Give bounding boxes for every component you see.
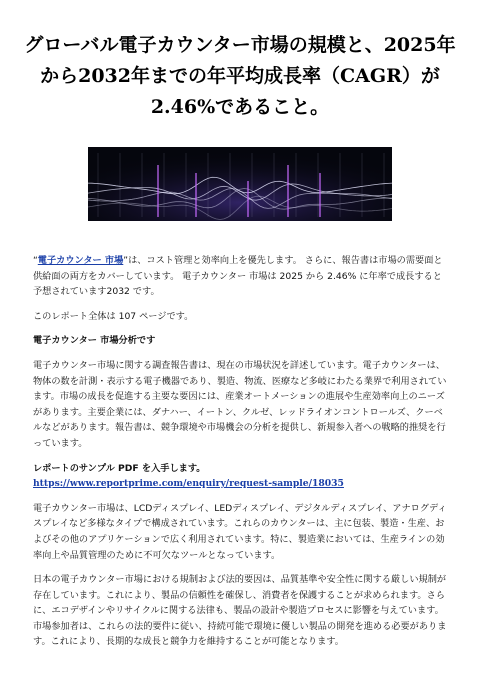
intro-paragraph: “電子カウンター 市場”は、コスト管理と効率向上を優先します。 さらに、報告書は市場の需要面と供給面の両方をカバーしています。 電子カウンター 市場は 2025 から 2.46% に年率で成長すると予想されています2032 です。 (33, 255, 443, 298)
analysis-paragraph: 電子カウンター市場に関する調査報告書は、現在の市場状況を詳述しています。電子カウンターは、物体の数を計測・表示する電子機器であり、製造、物流、医療など多岐にわたる業界で利用されています。市場の成長を促進する主要な要因には、産業オートメーションの進展や生産効率向上のニーズがあります。主要企業には、ダナハー、イートン、クルゼ、レッドライオンコントロールズ、クーベルなどがあります。報告書は、競争環境や市場機会の分析を提供し、新規参入者への戦略的推奨を行っています。 (33, 359, 447, 449)
sample-request: レポートのサンプル PDF を入手します。 https://www.reportprime.com/enquiry/request-sample/18035 (33, 462, 344, 490)
page-count: このレポート全体は 107 ページです。 (33, 310, 194, 322)
analysis-heading: 電子カウンター 市場分析です (33, 335, 156, 347)
regulation-paragraph: 日本の電子カウンター市場における規制および法的要因は、品質基準や安全性に関する厳しい規制が存在しています。これにより、製品の信頼性を確保し、消費者を保護することが求められます。さらに、エコデザインやリサイクルに関する法律も、製品の設計や製造プロセスに影響を与えています。市場参加者は、これらの法的要件に従い、持続可能で環境に優しい製品の開発を進める必要があります。これにより、長期的な成長と競争力を維持することが可能となります。 (33, 574, 447, 648)
article-body (33, 253, 447, 659)
sample-link[interactable]: https://www.reportprime.com/enquiry/request-sample/18035 (33, 478, 344, 490)
segments-paragraph: 電子カウンター市場は、LCDディスプレイ、LEDディスプレイ、デジタルディスプレイ、アナログディスプレイなど多様なタイプで構成されています。これらのカウンターは、主に包装、製造・生産、およびその他のアプリケーションで広く利用されています。特に、製造業においては、生産ラインの効率向上や品質管理のために不可欠なツールとなっています。 (33, 502, 447, 561)
market-link[interactable]: 電子カウンター 市場 (37, 255, 124, 266)
data-visualization-graphic (88, 147, 392, 221)
page-title: グローバル電子カウンター市場の規模と、2025年から2032年までの年平均成長率（CAGR）が2.46%であること。 (24, 34, 456, 118)
hero-image (88, 147, 392, 221)
